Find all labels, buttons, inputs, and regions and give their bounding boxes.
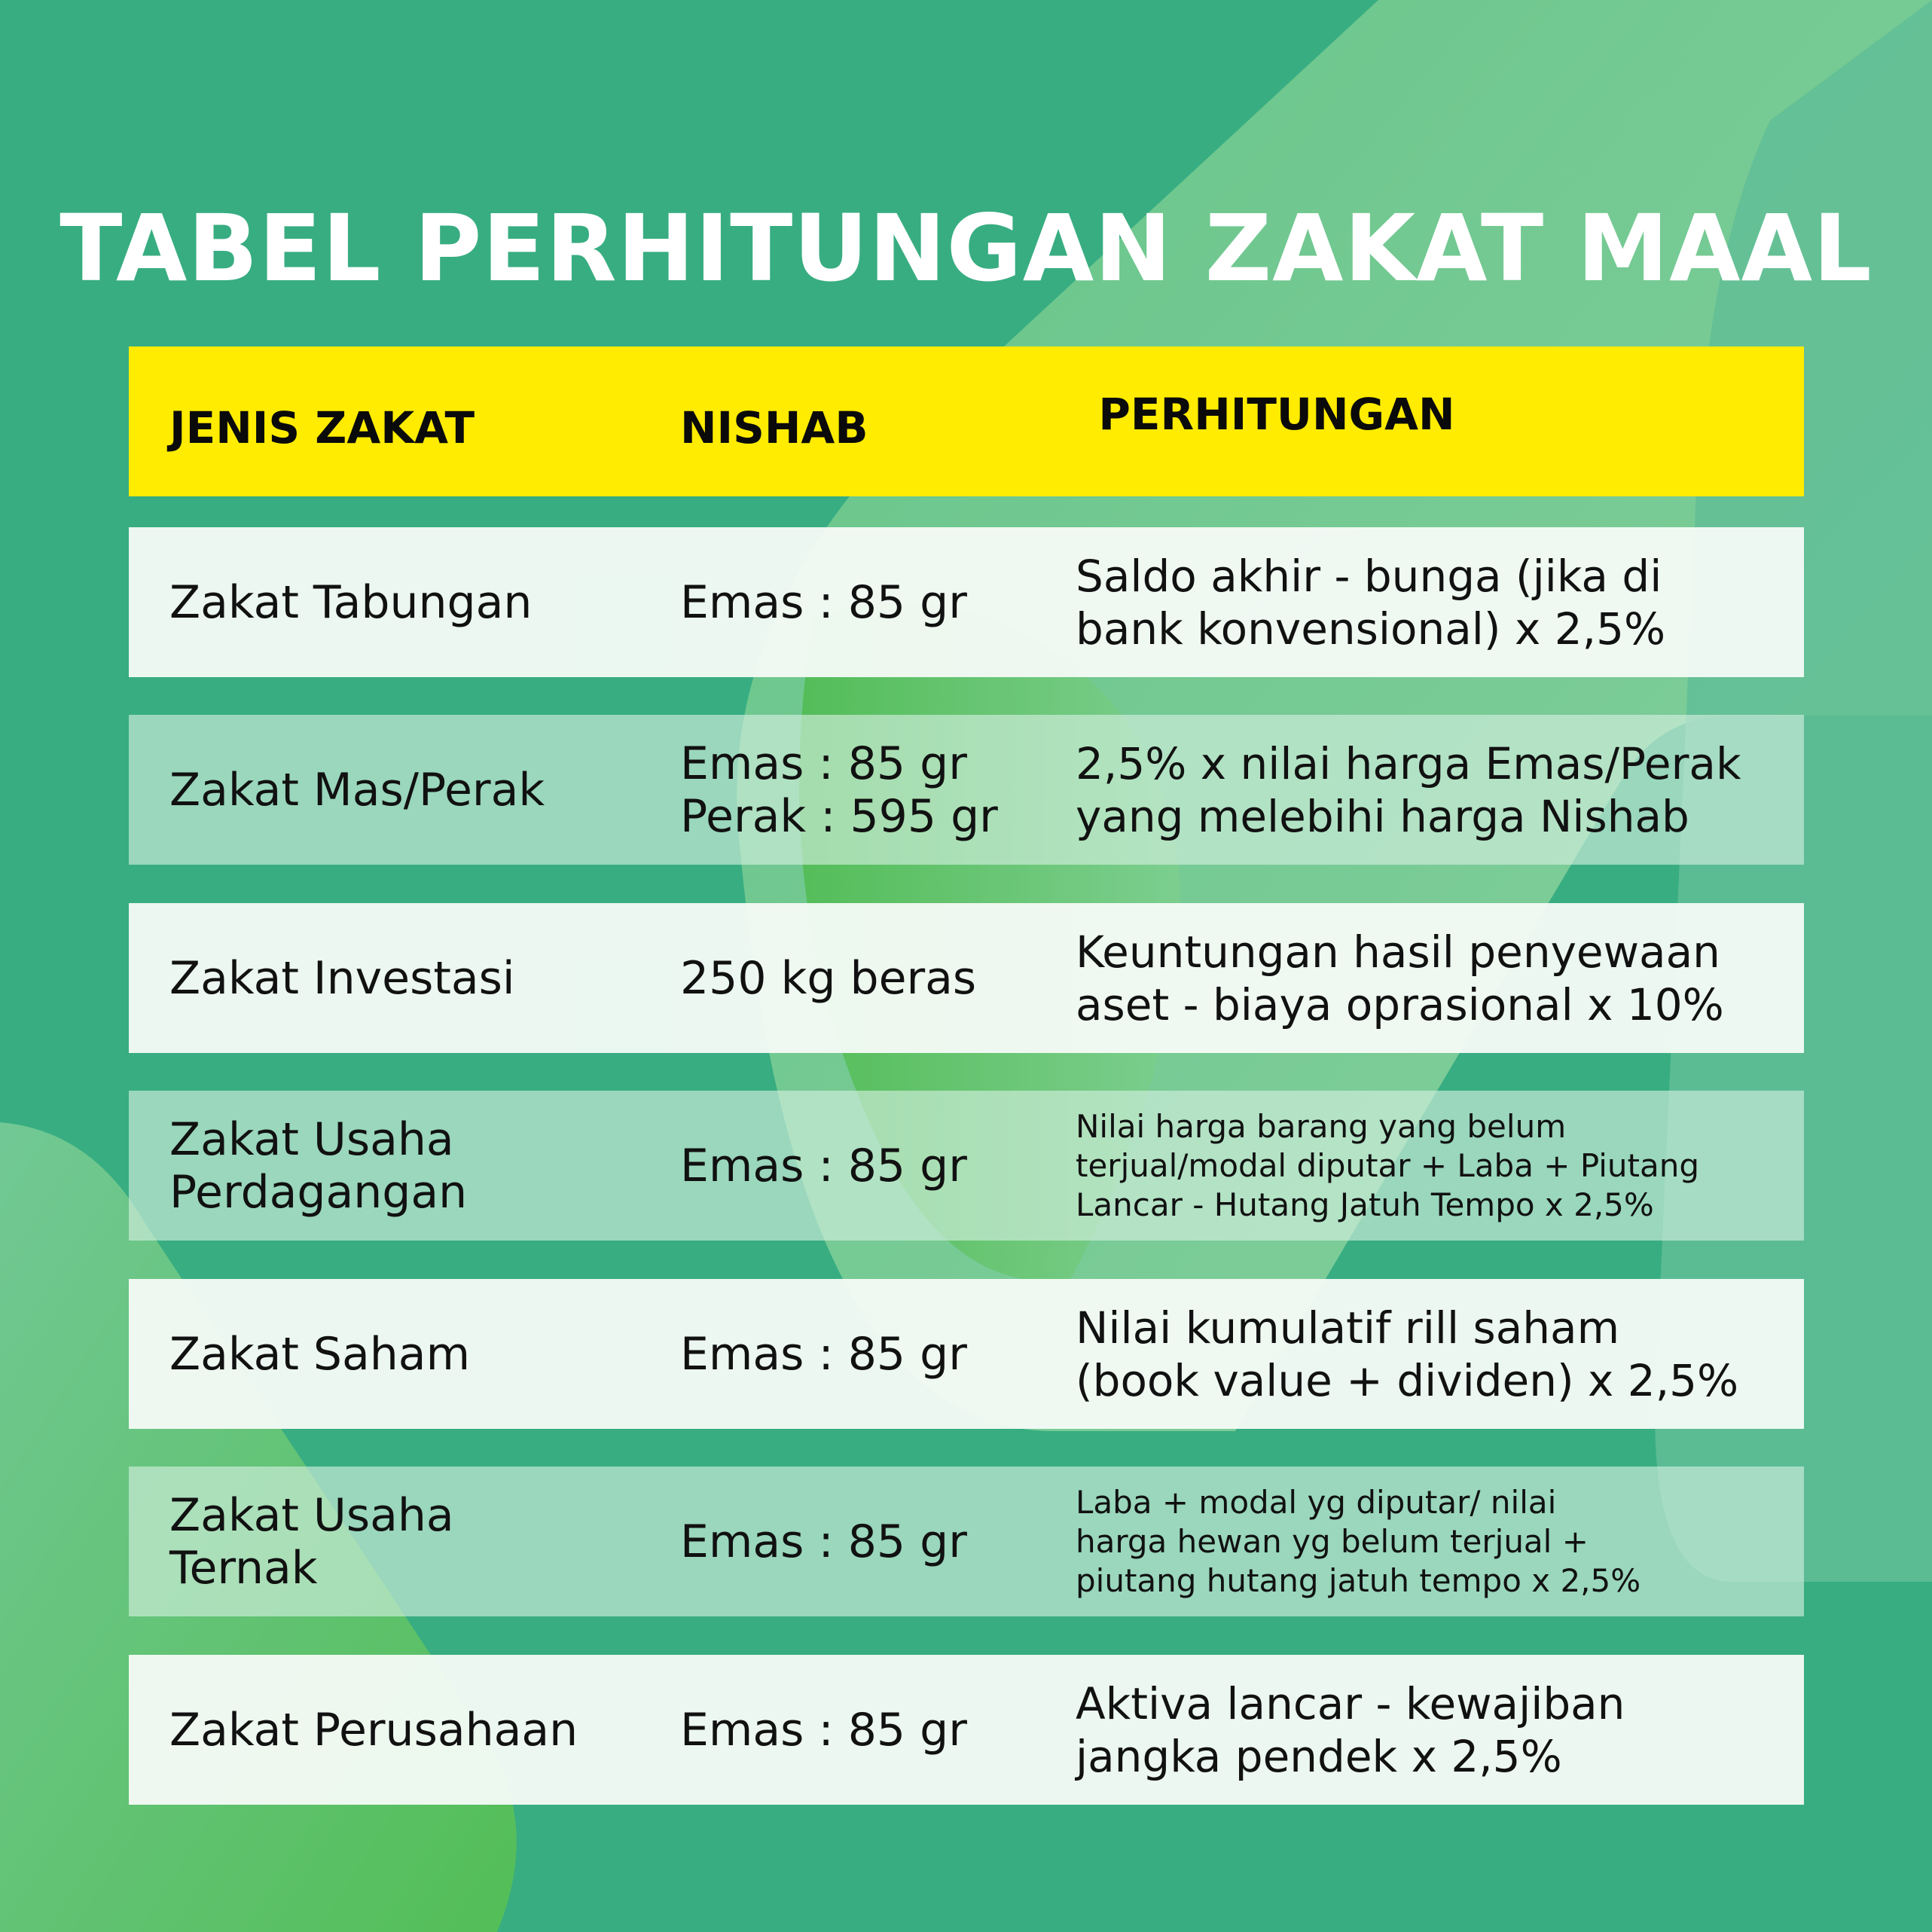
- cell-nishab-line: Emas : 85 gr: [680, 1703, 967, 1757]
- header-perhitungan: PERHITUNGAN: [1098, 388, 1455, 440]
- cell-nishab-line: Emas : 85 gr: [680, 1515, 967, 1568]
- cell-nishab: [680, 527, 1072, 677]
- cell-perhitungan-line: Aktiva lancar - kewajiban: [1076, 1677, 1625, 1729]
- cell-nishab-line: Emas : 85 gr: [680, 737, 967, 790]
- cell-nishab-line: 250 kg beras: [680, 951, 977, 1005]
- cell-jenis-zakat: [169, 527, 652, 677]
- table-row: [129, 1655, 1804, 1805]
- page-title: TABEL PERHITUNGAN ZAKAT MAAL: [60, 195, 1872, 302]
- cell-perhitungan-line: 2,5% x nilai harga Emas/Perak: [1076, 737, 1741, 789]
- header-nishab: NISHAB: [680, 401, 868, 453]
- cell-perhitungan: [1076, 527, 1799, 677]
- cell-perhitungan-line: aset - biaya oprasional x 10%: [1076, 978, 1724, 1030]
- table-row: [129, 903, 1804, 1053]
- cell-perhitungan: [1076, 715, 1799, 865]
- cell-jenis-zakat-line: Perdagangan: [169, 1165, 468, 1219]
- table-row: [129, 1467, 1804, 1616]
- cell-perhitungan-line: Keuntungan hasil penyewaan: [1076, 926, 1720, 978]
- header-jenis-zakat: JENIS ZAKAT: [169, 401, 475, 453]
- cell-jenis-zakat: [169, 1091, 652, 1241]
- cell-jenis-zakat-line: Zakat Tabungan: [169, 575, 533, 629]
- cell-nishab: [680, 1091, 1072, 1241]
- cell-jenis-zakat-line: Zakat Usaha: [169, 1488, 454, 1542]
- table-header: [129, 346, 1804, 496]
- cell-perhitungan-line: Lancar - Hutang Jatuh Tempo x 2,5%: [1076, 1186, 1654, 1223]
- cell-nishab: [680, 715, 1072, 865]
- cell-jenis-zakat: [169, 1467, 652, 1616]
- table-row: [129, 527, 1804, 677]
- cell-perhitungan-line: piutang hutang jatuh tempo x 2,5%: [1076, 1561, 1641, 1599]
- cell-perhitungan: [1076, 1091, 1799, 1241]
- cell-perhitungan-line: Saldo akhir - bunga (jika di: [1076, 550, 1662, 602]
- cell-jenis-zakat-line: Ternak: [169, 1541, 318, 1595]
- cell-jenis-zakat: [169, 903, 652, 1053]
- cell-jenis-zakat-line: Zakat Usaha: [169, 1113, 454, 1166]
- cell-nishab-line: Emas : 85 gr: [680, 1327, 967, 1381]
- table-row: [129, 715, 1804, 865]
- cell-jenis-zakat-line: Zakat Perusahaan: [169, 1703, 578, 1757]
- cell-jenis-zakat-line: Zakat Saham: [169, 1327, 471, 1381]
- cell-perhitungan: [1076, 1467, 1799, 1616]
- cell-perhitungan-line: Laba + modal yg diputar/ nilai: [1076, 1483, 1557, 1521]
- cell-perhitungan-line: Nilai kumulatif rill saham: [1076, 1302, 1620, 1354]
- cell-perhitungan-line: terjual/modal diputar + Laba + Piutang: [1076, 1146, 1700, 1184]
- cell-perhitungan-line: jangka pendek x 2,5%: [1076, 1730, 1562, 1782]
- cell-nishab: [680, 1467, 1072, 1616]
- table-row: [129, 1279, 1804, 1429]
- cell-perhitungan-line: (book value + dividen) x 2,5%: [1076, 1354, 1739, 1406]
- cell-nishab-line: Emas : 85 gr: [680, 575, 967, 629]
- cell-perhitungan-line: yang melebihi harga Nishab: [1076, 790, 1689, 842]
- cell-perhitungan: [1076, 1655, 1799, 1805]
- cell-jenis-zakat: [169, 715, 652, 865]
- cell-jenis-zakat-line: Zakat Investasi: [169, 951, 515, 1005]
- cell-jenis-zakat: [169, 1279, 652, 1429]
- cell-nishab-line: Emas : 85 gr: [680, 1139, 967, 1192]
- cell-perhitungan-line: Nilai harga barang yang belum: [1076, 1107, 1567, 1145]
- cell-perhitungan-line: harga hewan yg belum terjual +: [1076, 1522, 1589, 1560]
- cell-perhitungan: [1076, 903, 1799, 1053]
- cell-nishab: [680, 903, 1072, 1053]
- cell-perhitungan-line: bank konvensional) x 2,5%: [1076, 603, 1666, 655]
- cell-nishab-line: Perak : 595 gr: [680, 789, 998, 843]
- cell-nishab: [680, 1279, 1072, 1429]
- cell-jenis-zakat: [169, 1655, 652, 1805]
- table-row: [129, 1091, 1804, 1241]
- cell-jenis-zakat-line: Zakat Mas/Perak: [169, 763, 545, 816]
- cell-perhitungan: [1076, 1279, 1799, 1429]
- cell-nishab: [680, 1655, 1072, 1805]
